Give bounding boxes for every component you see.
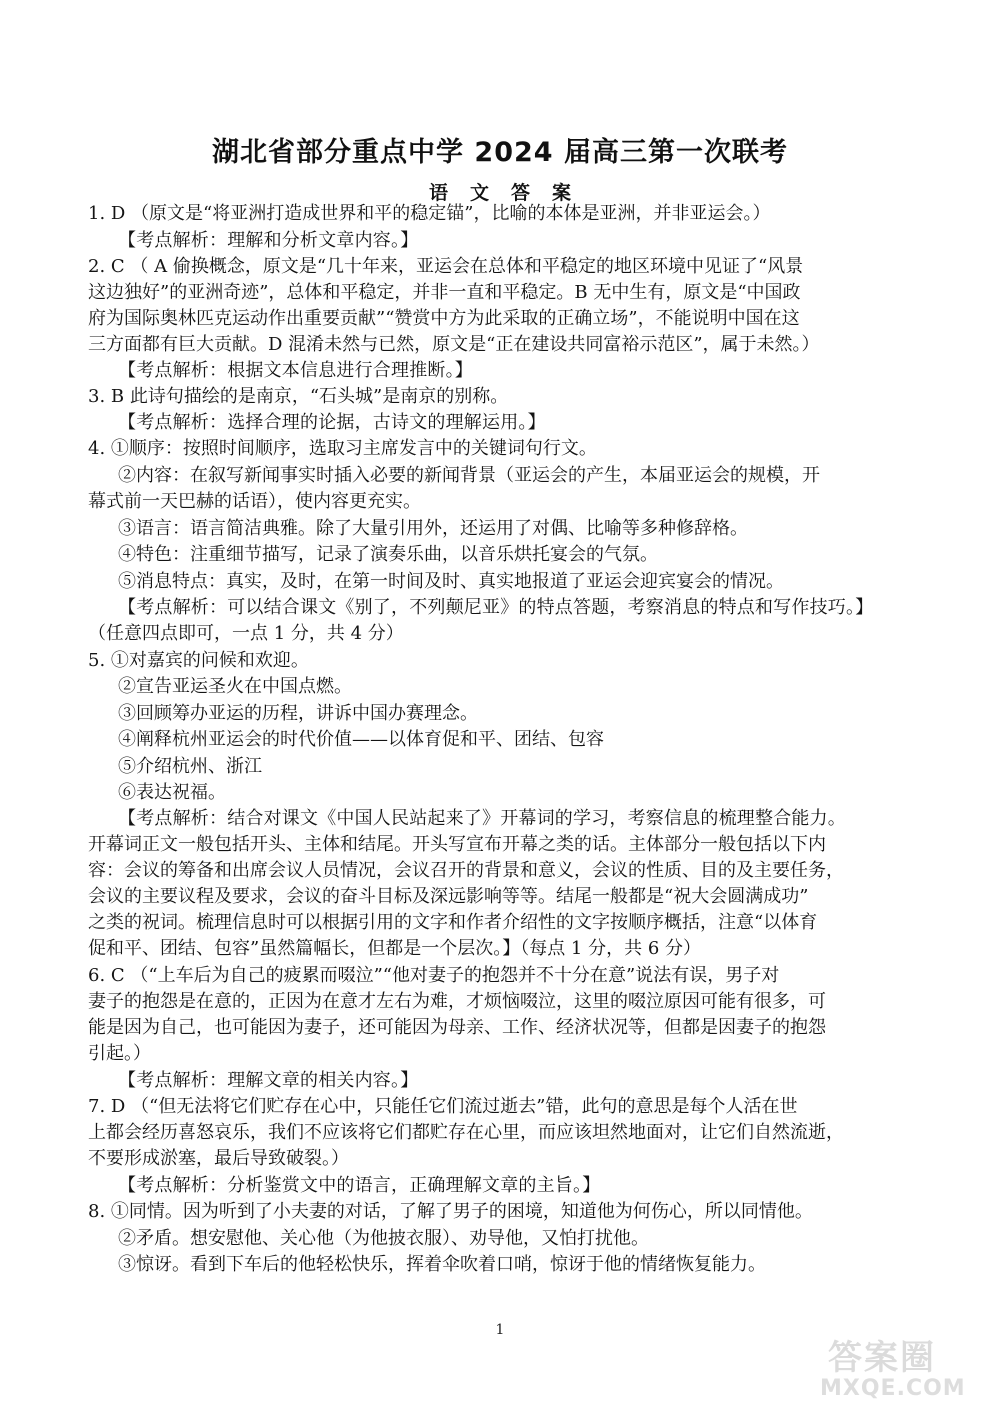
answer-4-point-3: ③语言：语言简洁典雅。除了大量引用外，还运用了对偶、比喻等多种修辞格。	[118, 518, 748, 539]
answer-6-line-2: 妻子的抱怨是在意的，正因为在意才左右为难，才烦恼啜泣，这里的啜泣原因可能有很多，可	[88, 991, 826, 1012]
answer-6-line-1: 6. C （“上车后为自己的疲累而啜泣”“他对妻子的抱怨并不十分在意”说法有误，男子对	[88, 965, 780, 986]
answer-8-point-3: ③惊讶。看到下车后的他轻松快乐，挥着伞吹着口哨，惊讶于他的情绪恢复能力。	[118, 1254, 766, 1275]
answer-4-scoring: （任意四点即可，一点 1 分，共 4 分）	[88, 623, 404, 644]
answer-7-line-1: 7. D （“但无法将它们贮存在心中，只能任它们流过逝去”错，此句的意思是每个人活在世	[88, 1096, 798, 1117]
answer-5-point-6: ⑥表达祝福。	[118, 782, 226, 803]
answer-1: 1. D （原文是“将亚洲打造成世界和平的稳定锚”，比喻的本体是亚洲，并非亚运会。）	[88, 203, 771, 224]
answer-3: 3. B 此诗句描绘的是南京，“石头城”是南京的别称。	[88, 386, 509, 407]
answer-5-point-3: ③回顾筹办亚运的历程，讲诉中国办赛理念。	[118, 703, 478, 724]
answer-4-point-5: ⑤消息特点：真实，及时，在第一时间及时、真实地报道了亚运会迎宾宴会的情况。	[118, 571, 784, 592]
analysis-5-line-6: 促和平、团结、包容”虽然篇幅长，但都是一个层次。】（每点 1 分，共 6 分）	[88, 938, 701, 959]
analysis-5-line-3: 容：会议的筹备和出席会议人员情况，会议召开的背景和意义，会议的性质、目的及主要任务，	[88, 860, 844, 881]
analysis-7: 【考点解析：分析鉴赏文中的语言，正确理解文章的主旨。】	[118, 1175, 601, 1196]
answer-5-point-2: ②宣告亚运圣火在中国点燃。	[118, 676, 352, 697]
analysis-5-line-1: 【考点解析：结合对课文《中国人民站起来了》开幕词的学习，考察信息的梳理整合能力。	[118, 808, 846, 829]
page-number: 1	[495, 1322, 505, 1338]
answer-5-point-1: 5. ①对嘉宾的问候和欢迎。	[88, 650, 309, 671]
analysis-1: 【考点解析：理解和分析文章内容。】	[118, 230, 419, 251]
answer-8-point-2: ②矛盾。想安慰他、关心他（为他披衣服）、劝导他，又怕打扰他。	[118, 1228, 649, 1249]
analysis-5-line-2: 开幕词正文一般包括开头、主体和结尾。开头写宣布开幕之类的话。主体部分一般包括以下内	[88, 834, 826, 855]
watermark-logo: 答案圈	[828, 1338, 936, 1378]
answer-2-line-1: 2. C （ A 偷换概念，原文是“几十年来，亚运会在总体和平稳定的地区环境中见证了“风景	[88, 256, 804, 277]
answer-5-point-5: ⑤介绍杭州、浙江	[118, 756, 262, 777]
analysis-5-line-4: 会议的主要议程及要求，会议的奋斗目标及深远影响等等。结尾一般都是“祝大会圆满成功”	[88, 886, 809, 907]
answer-4-point-2: ②内容：在叙写新闻事实时插入必要的新闻背景（亚运会的产生，本届亚运会的规模，开	[118, 465, 820, 486]
analysis-3: 【考点解析：选择合理的论据，古诗文的理解运用。】	[118, 412, 546, 433]
answer-7-line-3: 不要形成淤塞，最后导致破裂。）	[88, 1148, 349, 1169]
analysis-5-line-5: 之类的祝词。梳理信息时可以根据引用的文字和作者介绍性的文字按顺序概括，注意“以体育	[88, 912, 818, 933]
answer-2-line-4: 三方面都有巨大贡献。D 混淆未然与已然，原文是“正在建设共同富裕示范区”，属于未然。）	[88, 334, 820, 355]
document-subtitle: 语文答案	[428, 182, 593, 204]
answer-5-point-4: ④阐释杭州亚运会的时代价值——以体育促和平、团结、包容	[118, 729, 604, 750]
answer-4-point-2-cont: 幕式前一天巴赫的话语），使内容更充实。	[88, 491, 421, 512]
answer-2-line-2: 这边独好”的亚洲奇迹”，总体和平稳定，并非一直和平稳定。B 无中生有，原文是“中国政	[88, 282, 801, 303]
answer-7-line-2: 上都会经历喜怒哀乐，我们不应该将它们都贮存在心里，而应该坦然地面对，让它们自然流逝，	[88, 1122, 844, 1143]
answer-6-line-3: 能是因为自己，也可能因为妻子，还可能因为母亲、工作、经济状况等，但都是因妻子的抱怨	[88, 1017, 826, 1038]
answer-4-point-1: 4. ①顺序：按照时间顺序，选取习主席发言中的关键词句行文。	[88, 438, 597, 459]
watermark	[820, 1330, 990, 1410]
watermark-url: MXQE.COM	[820, 1376, 966, 1401]
document-title: 湖北省部分重点中学 2024 届高三第一次联考	[212, 137, 788, 168]
answer-2-line-3: 府为国际奥林匹克运动作出重要贡献”“赞赏中方为此采取的正确立场”，不能说明中国在这	[88, 308, 800, 329]
answer-4-point-4: ④特色：注重细节描写，记录了演奏乐曲，以音乐烘托宴会的气氛。	[118, 544, 658, 565]
analysis-4: 【考点解析：可以结合课文《别了，不列颠尼亚》的特点答题，考察消息的特点和写作技巧。】	[118, 597, 874, 618]
answer-8-point-1: 8. ①同情。因为听到了小夫妻的对话，了解了男子的困境，知道他为何伤心，所以同情他。	[88, 1201, 813, 1222]
analysis-6: 【考点解析：理解文章的相关内容。】	[118, 1070, 419, 1091]
answer-6-line-4: 引起。）	[88, 1043, 151, 1064]
analysis-2: 【考点解析：根据文本信息进行合理推断。】	[118, 360, 473, 381]
